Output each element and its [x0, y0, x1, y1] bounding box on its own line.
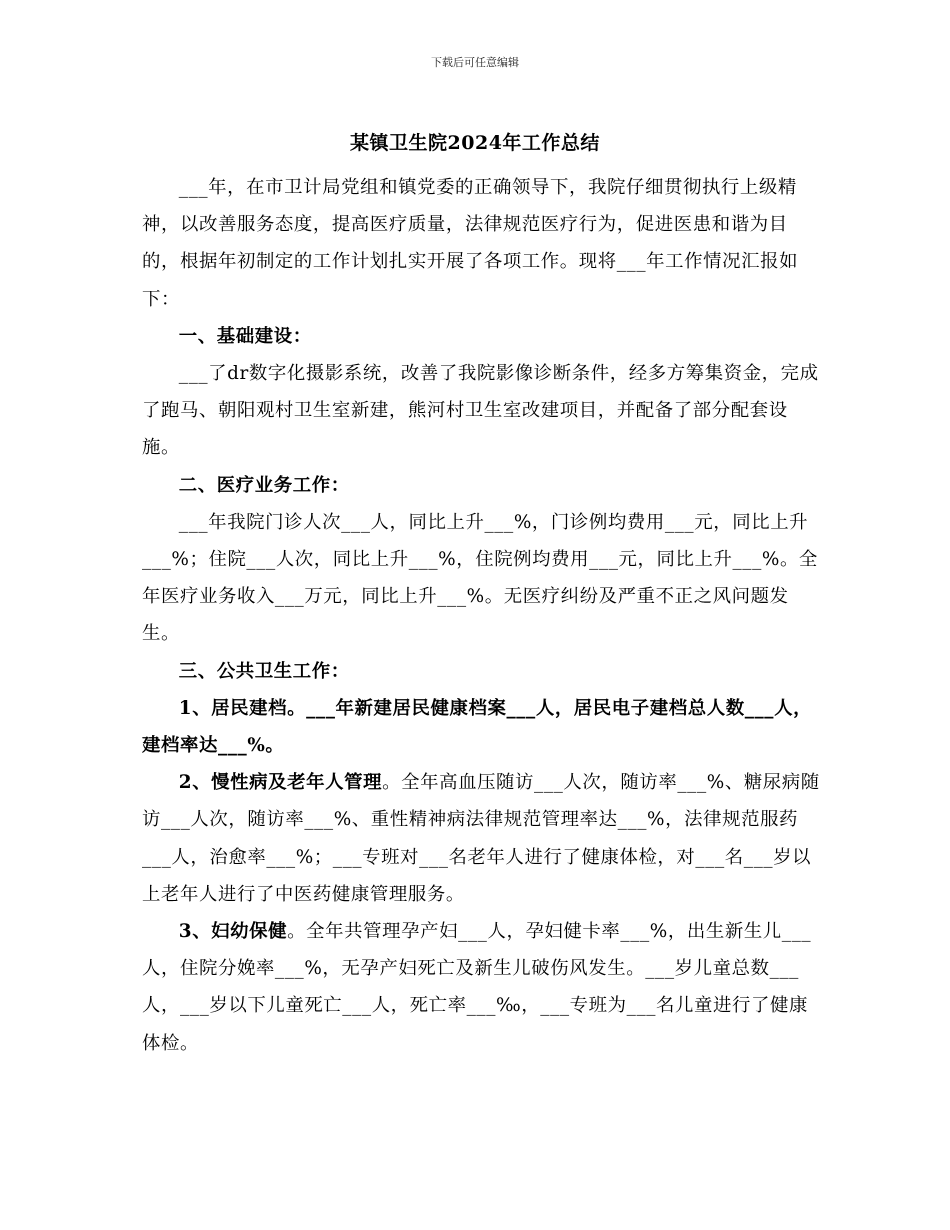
document-body [142, 169, 822, 1062]
section-1-heading: 一、基础建设： [178, 325, 312, 347]
section-3-item-2 [142, 764, 822, 913]
page-header-note: 下载后可任意编辑 [431, 56, 519, 69]
document-title: 某镇卫生院2024年工作总结 [350, 132, 600, 154]
section-3-item-3 [142, 913, 822, 1062]
item-3-lead: 3、妇幼保健 [178, 921, 288, 943]
section-1-text: ___了dr数字化摄影系统，改善了我院影像诊断条件，经多方筹集资金，完成了跑马、朝阳观村卫生室新建，熊河村卫生室改建项目，并配备了部分配套设施。 [142, 363, 819, 459]
item-2-lead: 2、慢性病及老年人管理 [178, 772, 383, 794]
item-3-text: 。全年共管理孕产妇___人，孕妇健卡率___%，出生新生儿___人，住院分娩率___%，无孕产妇死亡及新生儿破伤风发生。___岁儿童总数___人，___岁以下儿童死亡___人，死亡率___‰，___专班为___名儿童进行了健康体检。 [142, 921, 812, 1054]
section-2-text: ___年我院门诊人次___人，同比上升___%，门诊例均费用___元，同比上升___%；住院___人次，同比上升___%，住院例均费用___元，同比上升___%。全年医疗业务收入___万元，同比上升___%。无医疗纠纷及严重不正之风问题发生。 [142, 511, 818, 645]
item-2-text: 。全年高血压随访___人次，随访率___%、糖尿病随访___人次，随访率___%、重性精神病法律规范管理率达___%，法律规范服药___人，治愈率___%；___专班对___名老年人进行了健康体检，对___名___岁以上老年人进行了中医药健康管理服务。 [142, 772, 820, 905]
section-2-heading: 二、医疗业务工作： [178, 474, 350, 496]
section-3-heading: 三、公共卫生工作： [178, 660, 350, 682]
intro-paragraph: ___年，在市卫计局党组和镇党委的正确领导下，我院仔细贯彻执行上级精神，以改善服务态度，提高医疗质量，法律规范医疗行为，促进医患和谐为目的，根据年初制定的工作计划扎实开展了各项工作。现将___年工作情况汇报如下： [142, 177, 799, 310]
section-3-item-1: 1、居民建档。___年新建居民健康档案___人，居民电子建档总人数___人，建档率达___%。 [142, 697, 813, 757]
